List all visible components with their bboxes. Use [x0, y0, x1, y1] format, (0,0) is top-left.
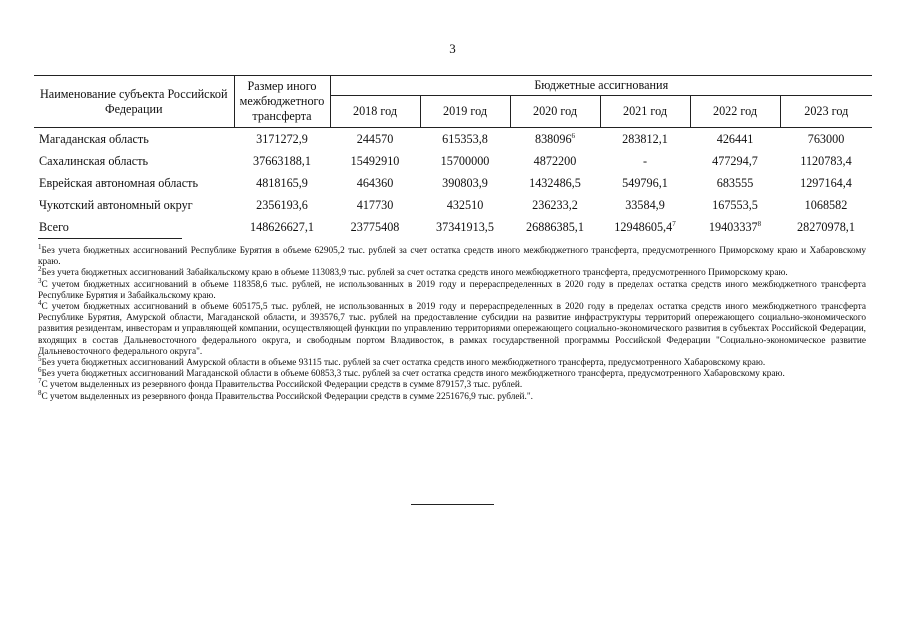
footnote-5 [38, 354, 866, 369]
footnote-7 [38, 377, 866, 391]
header-year-2023: 2023 год [780, 96, 872, 128]
value-2020: 26886385,1 [526, 220, 584, 234]
footnote-text: Без учета бюджетных ассигнований Амурской области в объеме 93115 тыс. рублей за счет остатка средств иного межбюджетного трансферта, предусмотренного Хабаровскому краю. [41, 358, 766, 369]
footnote-mark: 3 [38, 276, 42, 285]
value-2023: 1297164,4 [800, 176, 852, 190]
value-2019: 37341913,5 [436, 220, 494, 234]
header-year-2019: 2019 год [420, 96, 510, 128]
table-row-total [34, 216, 872, 238]
value-2021: 549796,1 [622, 176, 668, 190]
header-year-2020: 2020 год [510, 96, 600, 128]
value-2021-number: 12948605,4 [614, 220, 673, 234]
value-2020-number: 838096 [534, 132, 572, 146]
footnote-text: Без учета бюджетных ассигнований Магаданской области в объеме 60853,3 тыс. рублей за счет остатка средств иного межбюджетного трансферта, предусмотренного Хабаровскому краю. [41, 369, 785, 380]
footnote-mark: 1 [38, 242, 42, 251]
table-row [34, 194, 872, 216]
value-2021: 33584,9 [625, 198, 665, 212]
footnote-mark: 4 [38, 298, 42, 307]
transfer-value: 37663188,1 [253, 154, 311, 168]
value-2022 [690, 216, 780, 238]
value-2022: 477294,7 [712, 154, 758, 168]
value-2019: 432510 [446, 198, 484, 212]
transfer-value: 2356193,6 [256, 198, 308, 212]
value-2018: 417730 [356, 198, 394, 212]
footnote-1 [38, 242, 866, 268]
page-number: 3 [449, 41, 456, 56]
value-2023: 1120783,4 [800, 154, 852, 168]
value-2022: 683555 [716, 176, 754, 190]
header-budget-group: Бюджетные ассигнования [330, 76, 872, 96]
footnote-mark: 8 [38, 388, 42, 397]
value-2018: 464360 [356, 176, 394, 190]
header-year-2022: 2022 год [690, 96, 780, 128]
footnote-mark: 6 [38, 366, 42, 375]
footnote-3 [38, 276, 866, 302]
value-2019: 390803,9 [442, 176, 488, 190]
table-row [34, 172, 872, 194]
region-name: Сахалинская область [39, 154, 149, 168]
footnote-mark: 5 [38, 354, 42, 363]
footnote-text: С учетом выделенных из резервного фонда Правительства Российской Федерации средств в сумме 2251676,9 тыс. рублей.". [41, 391, 533, 402]
transfer-value: 4818165,9 [256, 176, 308, 190]
region-name: Еврейская автономная область [39, 176, 199, 190]
footnote-text: С учетом выделенных из резервного фонда Правительства Российской Федерации средств в сумме 879157,3 тыс. рублей. [41, 380, 523, 391]
footnote-2 [38, 265, 866, 279]
footnote-text: С учетом бюджетных ассигнований в объеме 118358,6 тыс. рублей, не использованных в 2019 году и перераспределенных в 2020 году в пределах остатка средств иного межбюджетного трансферта Республике Бурятия и Забайкальскому краю. [38, 279, 866, 301]
transfer-value: 148626627,1 [250, 220, 314, 234]
value-2020 [510, 128, 600, 151]
footnote-6 [38, 366, 866, 380]
transfer-value: 3171272,9 [256, 132, 308, 146]
value-2019: 15700000 [440, 154, 490, 168]
footnote-mark: 7 [38, 377, 42, 386]
value-2020: 236233,2 [532, 198, 578, 212]
footnotes [38, 242, 866, 403]
footnote-4 [38, 298, 866, 358]
value-2021: - [642, 154, 648, 168]
footnote-ref: 8 [757, 219, 762, 228]
table-row [34, 150, 872, 172]
value-2018: 244570 [356, 132, 394, 146]
value-2023: 28270978,1 [797, 220, 855, 234]
region-name: Всего [39, 220, 69, 234]
table-row [34, 128, 872, 151]
value-2022: 426441 [716, 132, 754, 146]
header-year-2018: 2018 год [330, 96, 420, 128]
region-name: Магаданская область [39, 132, 149, 146]
value-2020: 1432486,5 [529, 176, 581, 190]
value-2023: 1068582 [804, 198, 848, 212]
footnote-ref: 7 [672, 219, 676, 228]
footnote-ref: 6 [571, 131, 576, 140]
value-2021 [600, 216, 690, 238]
value-2018: 15492910 [350, 154, 400, 168]
region-name: Чукотский автономный округ [39, 198, 193, 212]
footnote-8 [38, 388, 866, 403]
value-2018: 23775408 [350, 220, 400, 234]
budget-table [34, 75, 872, 238]
value-2019: 615353,8 [442, 132, 488, 146]
header-year-2021: 2021 год [600, 96, 690, 128]
footnote-mark: 2 [38, 265, 42, 274]
value-2022: 167553,5 [712, 198, 758, 212]
footnote-text: Без учета бюджетных ассигнований Республике Бурятия в объеме 62905,2 тыс. рублей за счет остатка средств иного межбюджетного трансферта, предусмотренного Приморскому краю и Хабаровскому краю. [38, 246, 866, 268]
header-region: Наименование субъекта Российской Федерации [34, 76, 234, 128]
footnote-separator [38, 238, 182, 239]
end-separator [411, 504, 494, 505]
value-2022-number: 19403337 [708, 220, 758, 234]
value-2021: 283812,1 [622, 132, 668, 146]
footnote-text: Без учета бюджетных ассигнований Забайкальскому краю в объеме 113083,9 тыс. рублей за счет остатка средств иного межбюджетного трансферта, предусмотренного Приморскому краю. [41, 268, 788, 279]
value-2020: 4872200 [533, 154, 577, 168]
header-transfer: Размер иного межбюджетного трансферта [234, 76, 330, 128]
value-2023: 763000 [807, 132, 845, 146]
footnote-text: С учетом бюджетных ассигнований в объеме 605175,5 тыс. рублей, не использованных в 2019 году и перераспределенных в 2020 году в пределах остатка средств иного межбюджетного трансферта Республике Бурятия, Амурской области, Магаданской области, и 393576,7 тыс. рублей на предоставление субсидии на развитие инфраструктуры территорий опережающего социально-экономического развития резидентам, инвесторам и управляющей компании, осуществляющей функции по управлению территориями опережающего социально-экономического развития в субъектах Российской Федерации, входящих в состав Дальневосточного федерального округа, и свободным портом Владивосток, в рамках государственной программы Российской Федерации "Социально-экономическое развитие Дальневосточного федерального округа". [38, 302, 866, 357]
